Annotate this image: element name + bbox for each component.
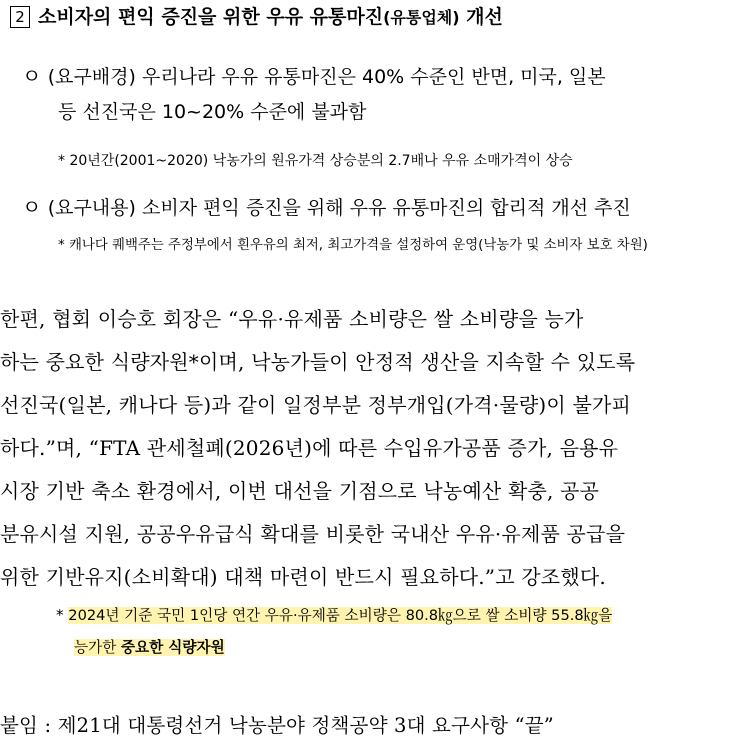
item-1-line-1: [22, 60, 606, 89]
footnote-text-1: 2024년 기준 국민 1인당 연간 우유·유제품 소비량은 80.8㎏으로 쌀 소비량 55.8㎏을: [68, 607, 613, 624]
section-title-tail: 개선: [459, 6, 503, 28]
section-number: 2: [10, 6, 30, 28]
item-1-text: 우리나라 우유 유통마진은 40% 수준인 반면, 미국, 일본: [135, 66, 606, 88]
paragraph-line-1: 한편, 협회 이승호 회장은 “우유·유제품 소비량은 쌀 소비량을 능가: [0, 307, 584, 331]
paragraph-line-6: 분유시설 지원, 공공우유급식 확대를 비롯한 국내산 우유·유제품 공급을: [0, 522, 626, 546]
item-1-line-2: 등 선진국은 10~20% 수준에 불과함: [58, 101, 367, 123]
footnote-line-2: [74, 636, 225, 657]
footnote-star: *: [56, 606, 64, 624]
item-2-text: 소비자 편익 증진을 위해 우유 유통마진의 합리적 개선 추진: [135, 197, 631, 219]
paragraph-line-5: 시장 기반 축소 환경에서, 이번 대선을 기점으로 낙농예산 확충, 공공: [0, 479, 600, 503]
bullet-marker: ㅇ: [22, 195, 42, 219]
item-2-note: * 캐나다 퀘백주는 주정부에서 흰우유의 최저, 최고가격을 설정하여 운영(낙농가 및 소비자 보호 차원): [58, 238, 648, 253]
item-1-label: (요구배경): [47, 66, 136, 88]
footnote-bold: 중요한 식량자원: [120, 639, 225, 656]
footnote-text-2: [74, 639, 225, 656]
paragraph-line-7: 위한 기반유지(소비확대) 대책 마련이 반드시 필요하다.”고 강조했다.: [0, 565, 606, 589]
item-2-label: (요구내용): [47, 197, 136, 219]
section-title: 소비자의 편익 증진을 위한 우유 유통마진: [38, 6, 384, 28]
paragraph-line-4: 하다.”며, “FTA 관세철폐(2026년)에 따른 수입유가공품 증가, 음용유: [0, 436, 619, 460]
attachment-line: 붙임 : 제21대 대통령선거 낙농분야 정책공약 3대 요구사항 “끝”: [0, 714, 554, 737]
footnote-line-1: [56, 604, 612, 625]
paragraph-line-3: 선진국(일본, 캐나다 등)과 같이 일정부분 정부개입(가격·물량)이 불가피: [0, 393, 632, 417]
bullet-marker: ㅇ: [22, 64, 42, 88]
footnote-plain: 능가한: [74, 639, 121, 656]
item-1-note: * 20년간(2001~2020) 낙농가의 원유가격 상승분의 2.7배나 우유 소매가격이 상승: [58, 153, 573, 169]
section-header: [10, 2, 503, 29]
paragraph-line-2: 하는 중요한 식량자원*이며, 낙농가들이 안정적 생산을 지속할 수 있도록: [0, 350, 636, 374]
section-title-paren: (유통업체): [383, 8, 460, 27]
item-2-line-1: [22, 191, 631, 220]
